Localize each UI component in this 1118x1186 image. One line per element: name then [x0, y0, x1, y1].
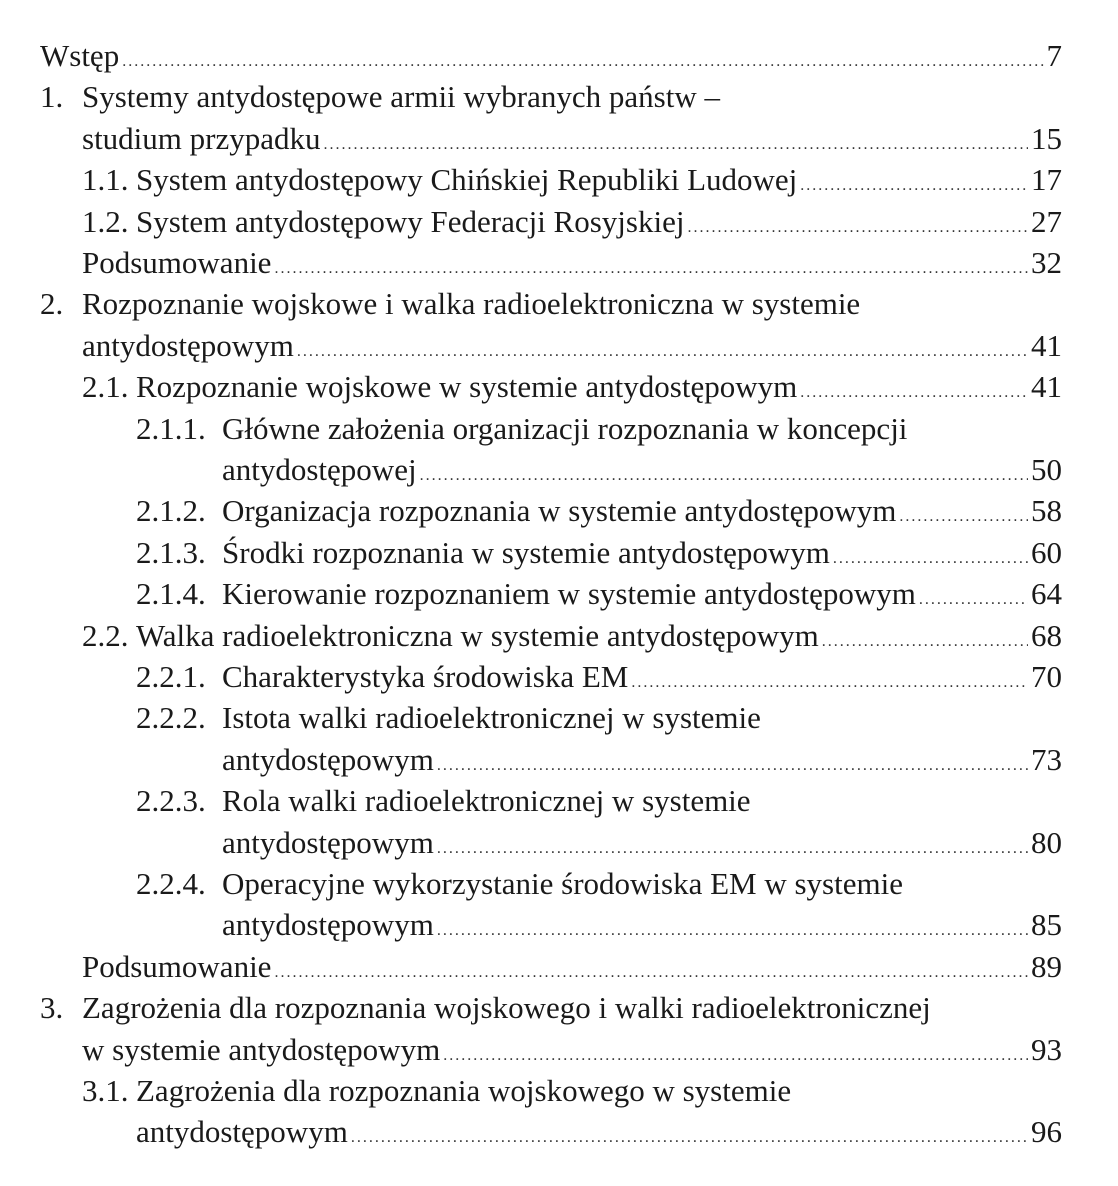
toc-entry-title: w systemie antydostępowym [82, 1031, 441, 1067]
toc-entry-title: Systemy antydostępowe armii wybranych państw – [82, 79, 720, 115]
toc-entry[interactable] [0, 864, 1118, 947]
dot-leader [437, 829, 1028, 869]
toc-entry-page-number: 7 [1046, 38, 1062, 73]
dot-leader [631, 663, 1028, 703]
toc-entry[interactable] [0, 77, 1118, 160]
dot-leader [833, 539, 1028, 579]
toc-entry-page-number: 93 [1031, 1031, 1062, 1067]
toc-entry[interactable] [0, 409, 1118, 492]
toc-entry[interactable] [0, 657, 1118, 698]
dot-leader [800, 373, 1028, 413]
toc-entry[interactable] [0, 781, 1118, 864]
toc-entry-number: 1.1. [82, 162, 129, 198]
toc-entry-number: 2.2.4. [136, 866, 206, 901]
toc-entry[interactable] [0, 574, 1118, 615]
toc-entry-page-number: 41 [1031, 327, 1062, 363]
toc-entry-title: Operacyjne wykorzystanie środowiska EM w systemie [222, 866, 903, 901]
toc-entry[interactable] [0, 533, 1118, 574]
toc-entry-title: Zagrożenia dla rozpoznania wojskowego w systemie [136, 1073, 792, 1108]
toc-entry-page-number: 50 [1031, 451, 1062, 487]
dot-leader [443, 1036, 1028, 1076]
dot-leader [800, 166, 1028, 206]
toc-entry-title: antydostępowym [222, 907, 434, 943]
toc-entry[interactable] [0, 1071, 1118, 1154]
toc-entry-page-number: 41 [1031, 369, 1062, 405]
toc-entry[interactable] [0, 202, 1118, 243]
toc-entry-page-number: 96 [1031, 1114, 1062, 1150]
toc-entry-title: Zagrożenia dla rozpoznania wojskowego i walki radioelektronicznej [82, 990, 931, 1026]
toc-entry-title: Główne założenia organizacji rozpoznania w koncepcji [222, 410, 908, 446]
toc-entry-title: Walka radioelektroniczna w systemie antydostępowym [136, 617, 819, 653]
toc-entry-number: 3. [40, 990, 64, 1026]
toc-entry-number: 1.2. [82, 203, 129, 239]
toc-entry-page-number: 15 [1031, 120, 1062, 156]
toc-entry-page-number: 68 [1031, 617, 1062, 653]
dot-leader [420, 456, 1028, 496]
toc-entry-title: Organizacja rozpoznania w systemie antydostępowym [222, 493, 897, 529]
toc-entry-title: antydostępowej [222, 451, 417, 487]
toc-entry-page-number: 58 [1031, 493, 1062, 529]
toc-entry-page-number: 64 [1031, 576, 1062, 612]
toc-entry-number: 2.1.2. [136, 493, 206, 529]
toc-entry-title: studium przypadku [82, 120, 321, 156]
toc-entry-number: 1. [40, 79, 64, 115]
toc-entry-title: antydostępowym [82, 327, 294, 363]
toc-entry[interactable] [0, 698, 1118, 781]
toc-entry-number: 2.1.3. [136, 534, 206, 570]
toc-entry[interactable] [0, 160, 1118, 201]
toc-entry-number: 2.2.2. [136, 700, 206, 736]
dot-leader [122, 42, 1043, 82]
toc-entry[interactable] [0, 367, 1118, 408]
toc-entry-page-number: 80 [1031, 824, 1062, 860]
toc-entry-page-number: 85 [1031, 907, 1062, 943]
dot-leader [274, 249, 1028, 289]
toc-entry-title: Rozpoznanie wojskowe w systemie antydostępowym [136, 369, 798, 405]
toc-entry-page-number: 60 [1031, 534, 1062, 570]
toc-entry[interactable] [0, 491, 1118, 532]
dot-leader [274, 953, 1028, 993]
toc-entry-number: 2. [40, 286, 64, 322]
dot-leader [437, 746, 1028, 786]
toc-entry[interactable] [0, 36, 1118, 77]
toc-entry-title: Podsumowanie [82, 245, 272, 280]
toc-entry-number: 2.1.1. [136, 410, 206, 446]
toc-entry-number: 3.1. [82, 1073, 129, 1108]
toc-entry-title: Podsumowanie [82, 948, 272, 984]
toc-entry[interactable] [0, 988, 1118, 1071]
toc-entry[interactable] [0, 284, 1118, 367]
toc-entry-title: antydostępowym [136, 1114, 348, 1150]
toc-entry-title: Wstęp [40, 38, 120, 73]
toc-entry-page-number: 27 [1031, 203, 1062, 239]
toc-entry-title: Środki rozpoznania w systemie antydostępowym [222, 534, 830, 570]
toc-entry-number: 2.1. [82, 369, 129, 405]
dot-leader [437, 911, 1028, 951]
toc-entry-title: Istota walki radioelektronicznej w systemie [222, 700, 761, 736]
toc-entry-title: System antydostępowy Federacji Rosyjskiej [136, 203, 685, 239]
toc-entry-title: Rozpoznanie wojskowe i walka radioelektroniczna w systemie [82, 286, 861, 322]
toc-entry-title: System antydostępowy Chińskiej Republiki Ludowej [136, 162, 798, 198]
dot-leader [324, 125, 1029, 165]
toc-entry-title: Kierowanie rozpoznaniem w systemie antydostępowym [222, 576, 916, 612]
toc-entry-page-number: 17 [1031, 162, 1062, 198]
toc-entry-number: 2.1.4. [136, 576, 206, 612]
toc-entry-page-number: 73 [1031, 741, 1062, 777]
toc-entry-page-number: 89 [1031, 948, 1062, 984]
toc-entry[interactable] [0, 243, 1118, 284]
dot-leader [297, 332, 1028, 372]
dot-leader [687, 208, 1028, 248]
toc-entry-number: 2.2. [82, 617, 129, 653]
toc-entry-title: Rola walki radioelektronicznej w systemie [222, 783, 751, 819]
toc-entry-page-number: 32 [1031, 245, 1062, 280]
toc-entry-title: antydostępowym [222, 741, 434, 777]
toc-entry-title: Charakterystyka środowiska EM [222, 659, 629, 694]
toc-entry-page-number: 70 [1031, 659, 1062, 694]
toc-entry[interactable] [0, 616, 1118, 657]
dot-leader [822, 622, 1028, 662]
toc-entry-number: 2.2.3. [136, 783, 206, 819]
toc-entry[interactable] [0, 947, 1118, 988]
toc-entry-title: antydostępowym [222, 824, 434, 860]
dot-leader [899, 497, 1028, 537]
dot-leader [351, 1118, 1028, 1158]
dot-leader [919, 580, 1028, 620]
toc-entry-number: 2.2.1. [136, 659, 206, 694]
